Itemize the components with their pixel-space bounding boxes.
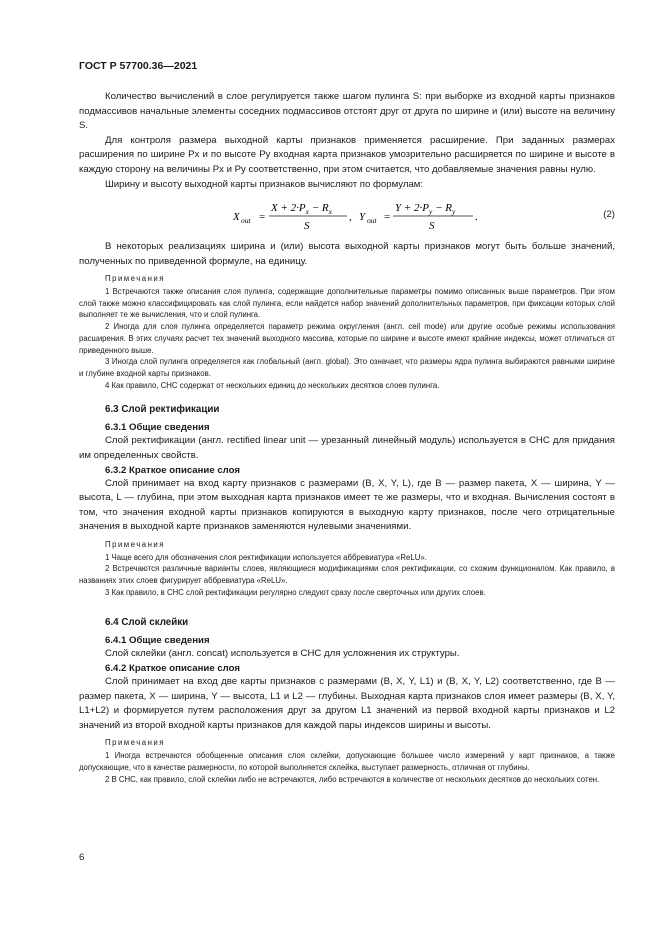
formula-x-num-mid: − R [308,202,329,215]
section-title-6-3: 6.3 Слой ректификации [105,404,220,416]
page-content [79,90,615,785]
notes-heading: Примечания [105,738,166,748]
formula-y-num-mid: − R [432,202,453,215]
paragraph-padding: Для контроля размера выходной карты признаков применяется расширение. При заданных размерах расширения по ширине Px и по высоте Py входная карта признаков умозрительно расширяется по ширине и высоте в каждую сторону на величины Px и Py соответственно, при этом считается, что добавляемые значения равны нулю. [79,134,615,175]
subsection-title-6-3-2: 6.3.2 Краткое описание слоя [105,464,240,476]
note-item: 2 Встречаются различные варианты слоев, являющиеся модификациями слоя ректификации, со схожим функционалом. Как правило, в названиях этих слоев фигурирует аббревиатура «ReLU». [79,564,615,586]
note-item: 1 Иногда встречаются обобщенные описания слоя склейки, допускающие большее число измерений у карт признаков, а также допускающие, что в качестве размерности, по которой выполняется склейка, выступает размерность, отличная от глубины. [79,751,615,772]
formula-number: (2) [603,209,615,221]
note-item: 3 Иногда слой пулинга определяется как глобальный (англ. global). Это означает, что размеры ядра пулинга выбираются равными ширине и глубине входной карты признаков. [79,357,615,378]
formula-x-num-sub1: x [305,207,309,217]
formula-y-eq: = [384,211,391,224]
subsection-title-6-3-1: 6.3.1 Общие сведения [105,422,210,434]
formula-x-den: S [304,220,310,233]
formula-y-lhs: Y [359,211,366,224]
notes-pooling [79,273,615,391]
formula-y-num [395,202,456,216]
note-item: 4 Как правило, СНС содержат от нескольких единиц до нескольких десятков слоев пулинга. [105,380,440,390]
formula-x-num-a: X + 2·P [271,202,306,215]
subsection-title-6-4-1: 6.4.1 Общие сведения [105,635,210,647]
page-number: 6 [79,852,85,863]
formula-y-num-sub2: y [452,207,456,217]
note-item: 1 Встречаются также описания слоя пулинга, содержащие дополнительные параметры помимо описанных выше параметров. При этом слой также можно классифицировать как слой пулинга, если найдется набор значений дополнительных параметров, при фиксации которых слой выполняет те же вычисления, что и слой пулинга. [79,287,615,320]
note-item: 2 Иногда для слоя пулинга определяется параметр режима округления (англ. ceil mode) или другие особые режимы использования расширения. В этих случаях расчет тех значений выходного массива, которые по ширине и высоте имеют крайние индексы, может отличаться от приведенного выше. [79,322,615,355]
paragraph-relu-general: Слой ректификации (англ. rectified linear unit — урезанный линейный модуль) используется в СНС для придания им определенных свойств. [79,435,615,461]
formula-y-den: S [429,220,435,233]
paragraph-concat-general: Слой склейки (англ. concat) используется в СНС для усложнения их структуры. [105,648,460,660]
formula-dot: . [475,211,478,224]
paragraph-relu-description: Слой принимает на вход карту признаков с размерами (B, X, Y, L), где B — размер пакета, X — ширина, Y — высота, L — глубина, при этом выходная карта признаков имеет те же размеры, что и входная. Вычисления состоят в том, что значения входной карты признаков копируются в выходную карту признаков, после чего отрицательные значения в выходной карте признаков заменяются нулевыми значениями. [79,477,615,533]
notes-heading: Примечания [105,274,166,284]
formula-comma: , [349,211,352,224]
formula-y-num-a: Y + 2·P [395,202,430,215]
note-item: 2 В СНС, как правило, слой склейки либо не встречаются, либо встречаются в количестве от нескольких десятков до нескольких сотен. [105,774,600,784]
paragraph-extra-size: В некоторых реализациях ширина и (или) высота выходной карты признаков могут быть больше значений, полученных по приведенной формуле, на единицу. [79,241,615,267]
note-item: 1 Чаще всего для обозначения слоя ректификации используется аббревиатура «ReLU». [105,552,427,562]
formula-y-num-sub1: y [429,207,433,217]
paragraph-formula-intro: Ширину и высоту выходной карты признаков вычисляют по формулам: [105,178,424,190]
formula-y-lhs-sub: out [367,216,377,226]
notes-heading: Примечания [105,539,166,549]
document-header: ГОСТ Р 57700.36—2021 [79,60,198,72]
formula-x-lhs: X [233,211,240,224]
formula-output-size [79,196,615,236]
subsection-title-6-4-2: 6.4.2 Краткое описание слоя [105,663,240,675]
paragraph-concat-description: Слой принимает на вход две карты признаков с размерами (B, X, Y, L1) и (B, X, Y, L2) соответственно, где B — размер пакета, X — ширина, Y — высота, L1 и L2 — глубины. Выходная карта признаков слоя имеет размеры (B, X, Y, L1+L2) и формируется путем расположения друг за другом L1 значений из первой входной карты признаков и L2 значений из второй входной карты признаков для каждой пары индексов ширины и высоты. [79,676,615,731]
formula-x-num [270,202,333,216]
formula-graphic [229,196,559,236]
formula-x-eq: = [259,211,266,224]
formula-x-num-sub2: x [328,207,332,217]
formula-x-lhs-sub: out [241,216,251,226]
section-title-6-4: 6.4 Слой склейки [105,617,189,629]
notes-relu [79,539,615,599]
notes-concat [79,737,615,785]
paragraph-pooling-stride: Количество вычислений в слое регулируется также шагом пулинга S: при выборке из входной карты признаков подмассивов начальные элементы соседних подмассивов отстоят друг от друга по ширине и (или) высоте на величину S. [79,91,615,132]
note-item: 3 Как правило, в СНС слой ректификации регулярно следуют сразу после сверточных или других слоев. [105,587,486,597]
